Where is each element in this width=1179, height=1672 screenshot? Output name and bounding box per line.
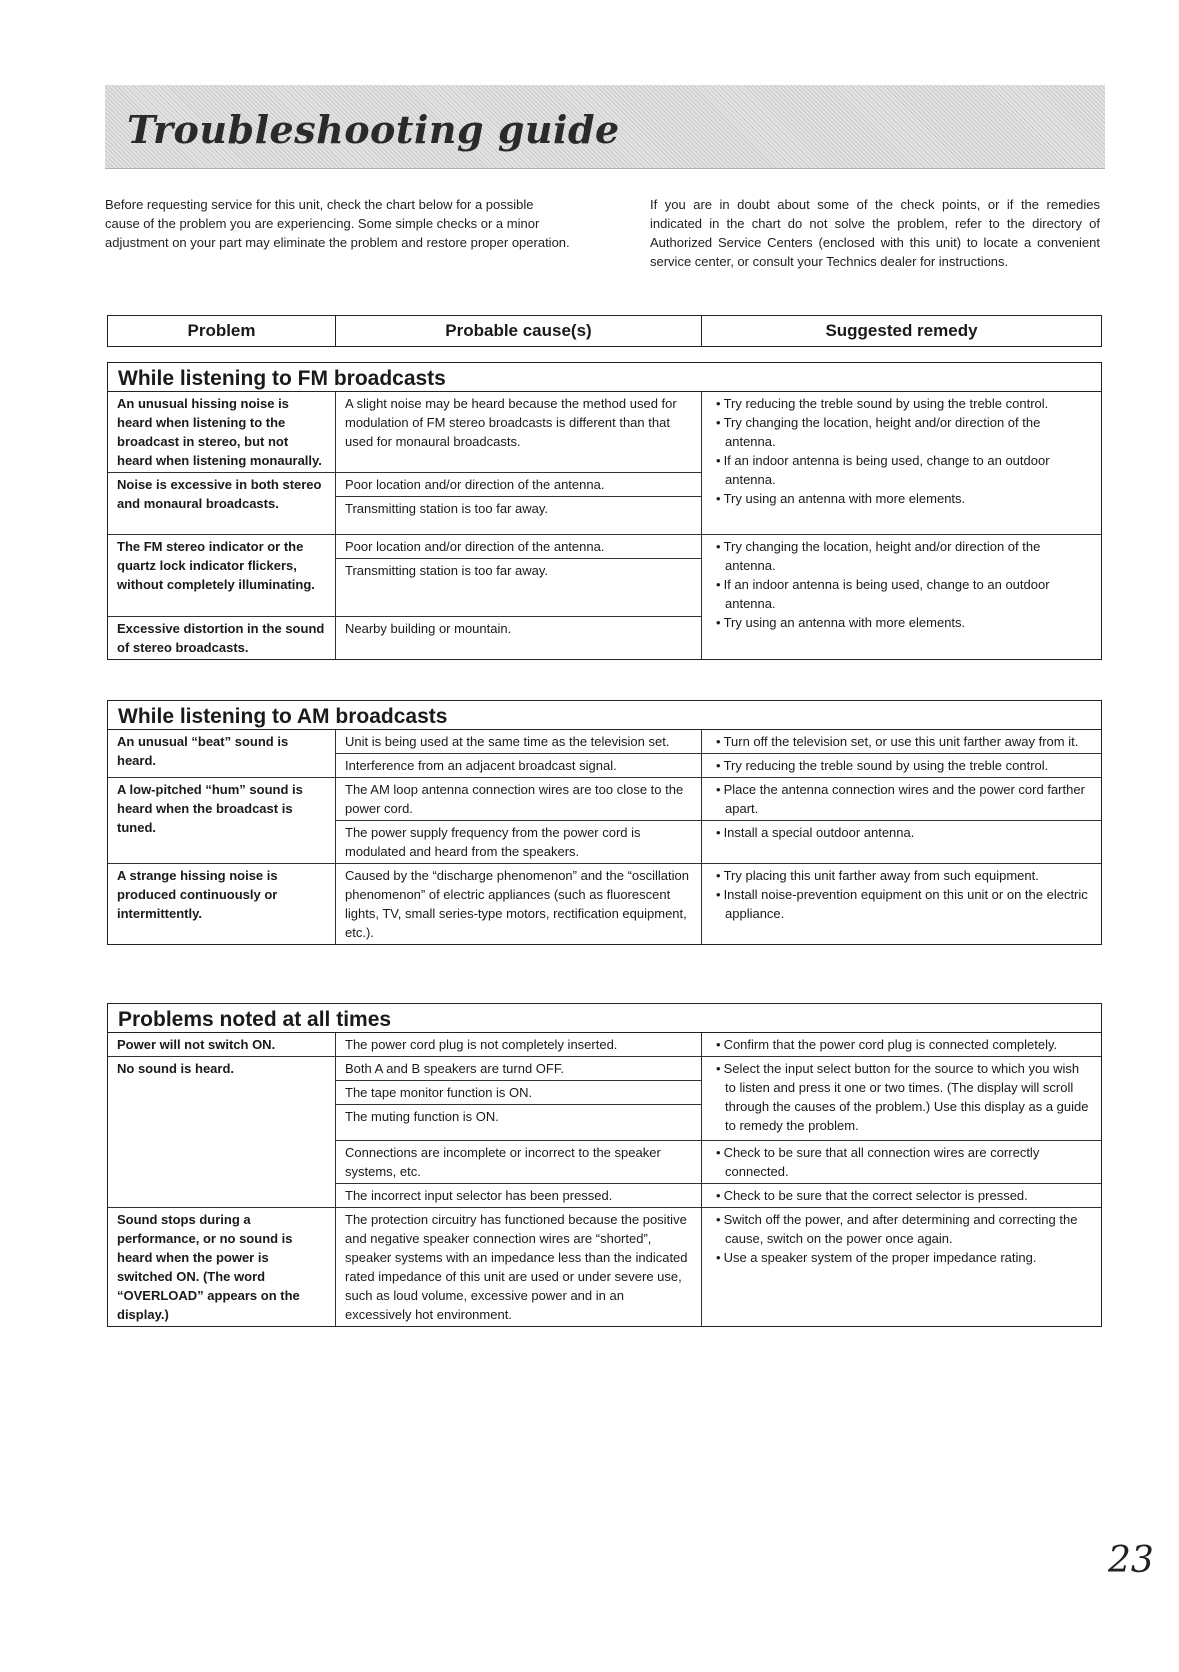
cause-cell: Caused by the “discharge phenomenon” and the “oscillation phenomenon” of electric appliances (such as fluorescent lights, TV, small series-type motors, rectification equipment, etc.). — [336, 864, 702, 944]
section-title: Problems noted at all times — [108, 1004, 1101, 1033]
cause-cell: Poor location and/or direction of the antenna. — [336, 473, 702, 497]
problem-cell: No sound is heard. — [108, 1057, 336, 1208]
table-header — [107, 315, 1102, 347]
remedy-item: • Select the input select button for the source to which you wish to listen and press it one or two times. (The display will scroll through the causes of the problem.) Use this display as a guide to remedy the problem. — [714, 1059, 1091, 1135]
remedy-cell — [702, 535, 1101, 659]
problem-cell: An unusual hissing noise is heard when listening to the broadcast in stereo, but not heard when listening monaurally. — [108, 392, 336, 473]
problem-cell: Excessive distortion in the sound of stereo broadcasts. — [108, 617, 336, 659]
remedy-cell — [702, 778, 1101, 821]
problem-cell: A low-pitched “hum” sound is heard when the broadcast is tuned. — [108, 778, 336, 864]
cause-cell: The protection circuitry has functioned because the positive and negative speaker connection wires are “shorted”, speaker systems with an impedance less than the indicated rated impedance of this unit are used or under severe use, such as loud volume, excessive power and in an excessively hot environment. — [336, 1208, 702, 1326]
cause-cell: The incorrect input selector has been pressed. — [336, 1184, 702, 1208]
remedy-cell — [702, 1033, 1101, 1057]
remedy-cell — [702, 392, 1101, 535]
intro-right: If you are in doubt about some of the check points, or if the remedies indicated in the chart do not solve the problem, refer to the directory of Authorized Service Centers (enclosed with this unit) to locate a convenient service center, or consult your Technics dealer for instructions. — [650, 197, 1100, 269]
cause-cell: Poor location and/or direction of the antenna. — [336, 535, 702, 559]
remedy-item: • Place the antenna connection wires and the power cord farther apart. — [714, 780, 1091, 818]
remedy-item: • Turn off the television set, or use this unit farther away from it. — [714, 732, 1091, 751]
remedy-item: • Try using an antenna with more elements. — [714, 613, 1091, 632]
header-cause: Probable cause(s) — [336, 316, 702, 346]
page-number: 23 — [1108, 1540, 1154, 1581]
remedy-item: • Try using an antenna with more elements. — [714, 489, 1091, 508]
section-title: While listening to FM broadcasts — [108, 363, 1101, 392]
intro-left: Before requesting service for this unit, check the chart below for a possible cause of the problem you are experiencing. Some simple checks or a minor adjustment on your part may eliminate the problem and restore proper operation. — [105, 197, 570, 250]
remedy-item: • Try placing this unit farther away from such equipment. — [714, 866, 1091, 885]
remedy-item: • Install noise-prevention equipment on this unit or on the electric appliance. — [714, 885, 1091, 923]
header-remedy: Suggested remedy — [825, 321, 978, 340]
remedy-item: • Confirm that the power cord plug is connected completely. — [714, 1035, 1091, 1054]
remedy-item: • Try reducing the treble sound by using the treble control. — [714, 394, 1091, 413]
remedy-item: • Check to be sure that all connection wires are correctly connected. — [714, 1143, 1091, 1181]
remedy-item: • Use a speaker system of the proper impedance rating. — [714, 1248, 1091, 1267]
cause-cell: Nearby building or mountain. — [336, 617, 702, 659]
remedy-cell — [702, 821, 1101, 864]
remedy-cell — [702, 730, 1101, 754]
cause-cell: Transmitting station is too far away. — [336, 497, 702, 535]
cause-cell: The AM loop antenna connection wires are too close to the power cord. — [336, 778, 702, 821]
problem-cell: Sound stops during a performance, or no sound is heard when the power is switched ON. (The word “OVERLOAD” appears on the display.) — [108, 1208, 336, 1326]
section-all-times — [107, 1003, 1102, 1327]
cause-cell: Interference from an adjacent broadcast signal. — [336, 754, 702, 778]
remedy-item: • Check to be sure that the correct selector is pressed. — [714, 1186, 1091, 1205]
remedy-cell — [702, 1208, 1101, 1326]
problem-cell: Power will not switch ON. — [108, 1033, 336, 1057]
cause-cell: Transmitting station is too far away. — [336, 559, 702, 617]
cause-cell: The power cord plug is not completely inserted. — [336, 1033, 702, 1057]
section-am — [107, 700, 1102, 945]
cause-cell: A slight noise may be heard because the method used for modulation of FM stereo broadcasts is different than that used for monaural broadcasts. — [336, 392, 702, 473]
cause-cell: The power supply frequency from the power cord is modulated and heard from the speakers. — [336, 821, 702, 864]
section-fm — [107, 362, 1102, 660]
remedy-cell — [702, 1184, 1101, 1208]
problem-cell: The FM stereo indicator or the quartz lock indicator flickers, without completely illuminating. — [108, 535, 336, 617]
page-title: Troubleshooting guide — [127, 107, 620, 152]
remedy-item: • Try changing the location, height and/or direction of the antenna. — [714, 537, 1091, 575]
remedy-item: • Install a special outdoor antenna. — [714, 823, 1091, 842]
cause-cell: Connections are incomplete or incorrect to the speaker systems, etc. — [336, 1141, 702, 1184]
remedy-cell — [702, 1141, 1101, 1184]
fm-table — [108, 392, 1101, 659]
am-table — [108, 730, 1101, 944]
section-title: While listening to AM broadcasts — [108, 701, 1101, 730]
remedy-cell — [702, 754, 1101, 778]
remedy-cell — [702, 1057, 1101, 1141]
problem-cell: A strange hissing noise is produced continuously or intermittently. — [108, 864, 336, 944]
problem-cell: An unusual “beat” sound is heard. — [108, 730, 336, 778]
all-times-table — [108, 1033, 1101, 1326]
remedy-item: • Try reducing the treble sound by using the treble control. — [714, 756, 1091, 775]
title-banner — [105, 85, 1105, 169]
cause-cell: Both A and B speakers are turnd OFF. — [336, 1057, 702, 1081]
remedy-item: • If an indoor antenna is being used, change to an outdoor antenna. — [714, 451, 1091, 489]
header-problem: Problem — [108, 316, 336, 346]
cause-cell: Unit is being used at the same time as the television set. — [336, 730, 702, 754]
problem-cell: Noise is excessive in both stereo and monaural broadcasts. — [108, 473, 336, 535]
remedy-item: • If an indoor antenna is being used, change to an outdoor antenna. — [714, 575, 1091, 613]
remedy-item: • Try changing the location, height and/or direction of the antenna. — [714, 413, 1091, 451]
remedy-item: • Switch off the power, and after determining and correcting the cause, switch on the power once again. — [714, 1210, 1091, 1248]
cause-cell: The muting function is ON. — [336, 1105, 702, 1141]
remedy-cell — [702, 864, 1101, 944]
cause-cell: The tape monitor function is ON. — [336, 1081, 702, 1105]
